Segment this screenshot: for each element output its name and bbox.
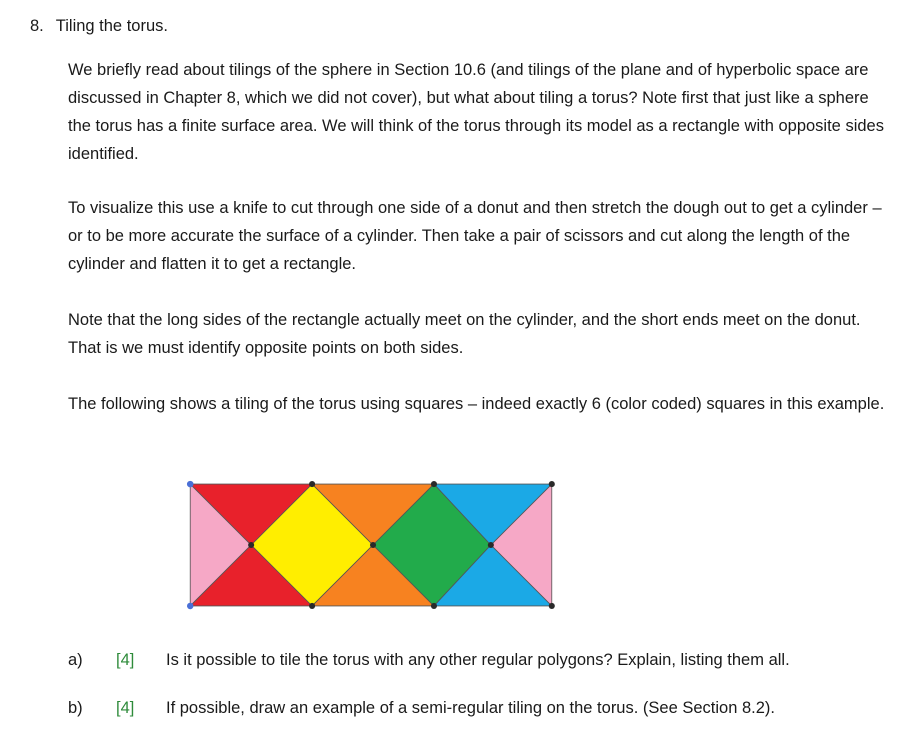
question-points: [4] [116,651,135,669]
vertex [309,603,315,609]
vertex [549,603,555,609]
vertex [431,481,437,487]
vertex [309,481,315,487]
paragraph-identify: Note that the long sides of the rectangle actually meet on the cylinder, and the short ends meet on the donut. That is we must identify opposite points on both sides. [68,311,861,357]
question-text: If possible, draw an example of a semi-regular tiling on the torus. (See Section 8.2). [166,699,775,717]
vertex [248,542,254,548]
vertex [488,542,494,548]
torus-tiling-figure [186,480,556,610]
paragraph-intro: We briefly read about tilings of the sphere in Section 10.6 (and tilings of the plane and of hyperbolic space are discussed in Chapter 8, which we did not cover), but what about tiling a torus? Note first that just like a sphere the torus has a finite surface area. We will think of the torus through its model as a rectangle with opposite sides identified. [68,61,884,163]
question-letter: b) [68,699,83,717]
question-points: [4] [116,699,135,717]
question-letter: a) [68,651,83,669]
paragraph-tiling-example: The following shows a tiling of the torus using squares – indeed exactly 6 (color coded) squares in this example. [68,395,885,413]
question-text: Is it possible to tile the torus with any other regular polygons? Explain, listing them all. [166,651,790,669]
vertex [187,603,194,610]
vertex [549,481,555,487]
vertex [370,542,376,548]
problem-title: Tiling the torus. [55,17,168,35]
paragraph-visualize: To visualize this use a knife to cut through one side of a donut and then stretch the dough out to get a cylinder – or to be more accurate the surface of a cylinder. Then take a pair of scissors and cut along the length of the cylinder and flatten it to get a rectangle. [68,199,882,273]
vertex [431,603,437,609]
question-a [68,646,886,674]
question-b [68,694,886,722]
problem-heading [30,12,168,40]
vertex [187,481,194,488]
problem-number: 8. [30,17,44,35]
